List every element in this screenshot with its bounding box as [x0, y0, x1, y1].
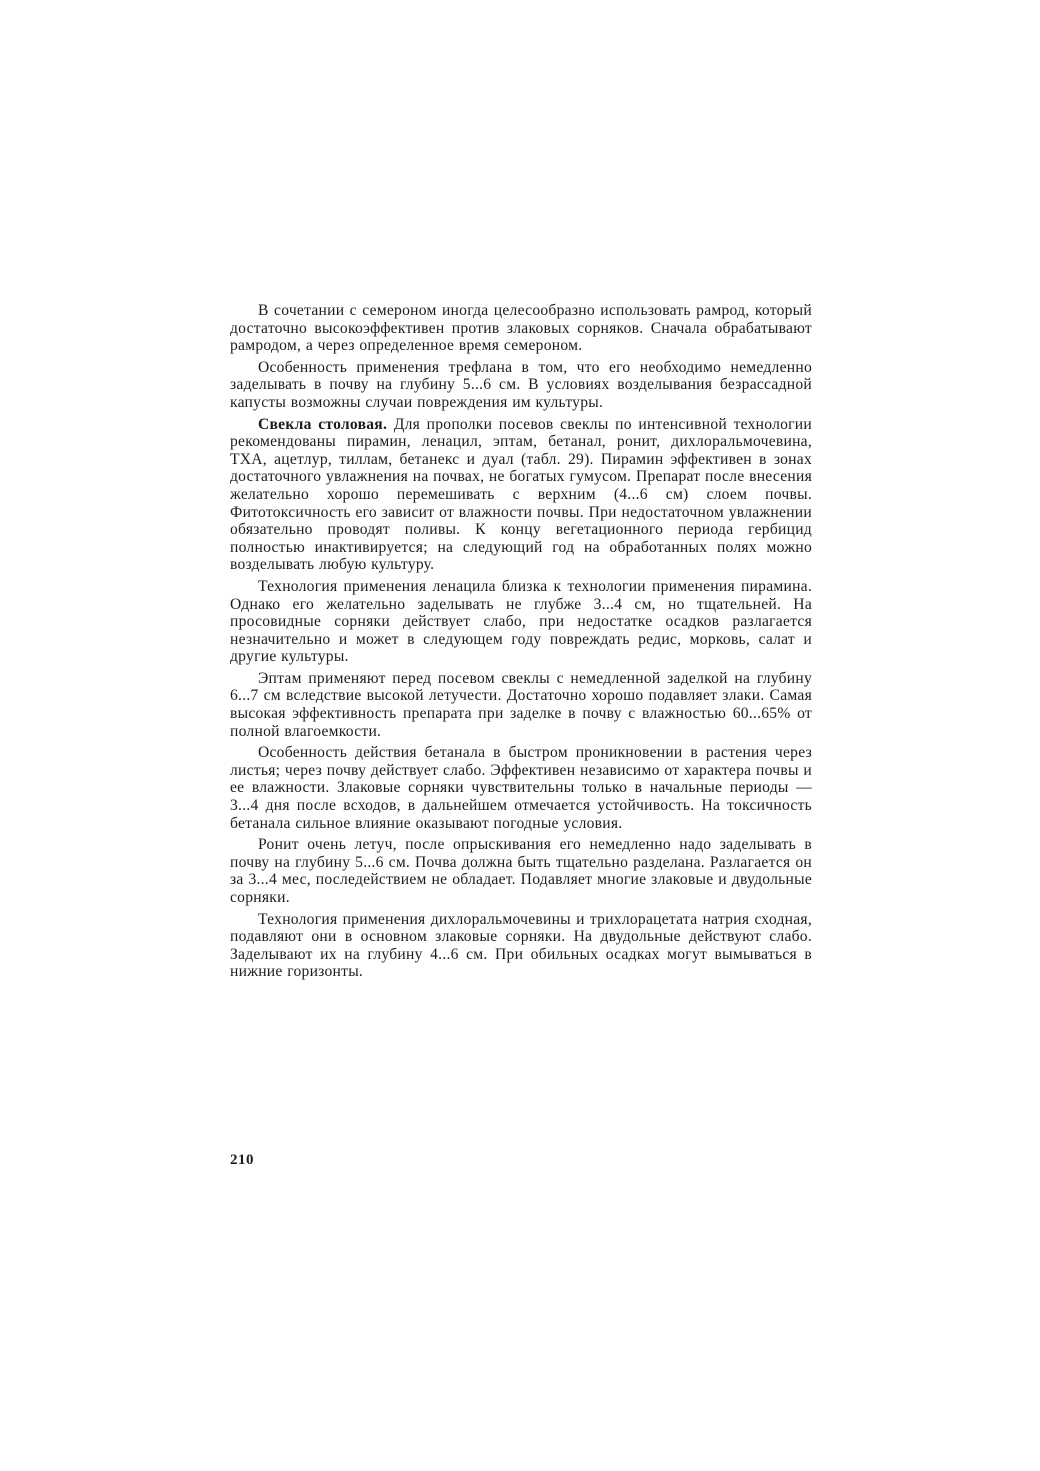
- paragraph-dichloralurea: [230, 911, 812, 981]
- paragraph-text: В сочетании с семероном иногда целесообразно использовать рамрод, который достаточно высокоэффективен против злаковых сорняков. Сначала обрабатывают рамродом, а через определенное время семероном.: [230, 302, 812, 355]
- paragraph-text: Для прополки посевов свеклы по интенсивной технологии рекомендованы пирамин, ленацил, эптам, бетанал, ронит, дихлоральмочевина, ТХА, ацетлур, тиллам, бетанекс и дуал (табл. 29). Пирамин эффективен в зонах достаточного увлажнения на почвах, не богатых гумусом. Препарат после внесения желательно хорошо перемешивать с верхним (4...6 см) слоем почвы. Фитотоксичность его зависит от влажности почвы. При недостаточном увлажнении обязательно проводят поливы. К концу вегетационного периода гербицид полностью инактивируется; на следующий год на обработанных полях можно возделывать любую культуру.: [230, 415, 812, 574]
- paragraph-text: Особенность действия бетанала в быстром проникновении в растения через листья; через почву действует слабо. Эффективен независимо от характера почвы и ее влажности. Злаковые сорняки чувствительны только в начальные периоды — 3...4 дня после всходов, в дальнейшем отмечается устойчивость. На токсичность бетанала сильное влияние оказывают погодные условия.: [230, 744, 812, 832]
- section-lead-heading: Свекла столовая.: [258, 415, 388, 433]
- paragraph-text: Технология применения ленацила близка к технологии применения пирамина. Однако его желательно заделывать не глубже 3...4 см, но тщательней. На просовидные сорняки действует слабо, при недостатке осадков разлагается незначительно и может в следующем году повреждать редис, морковь, салат и другие культуры.: [230, 577, 812, 666]
- page-body: [230, 302, 812, 985]
- paragraph-text: Особенность применения трефлана в том, что его необходимо немедленно заделывать в почву на глубину 5...6 см. В условиях возделывания безрассадной капусты возможны случаи повреждения им культуры.: [230, 358, 812, 411]
- paragraph-beet: [230, 416, 812, 574]
- paragraph-text: Технология применения дихлоральмочевины и трихлорацетата натрия сходная, подавляют они в основном злаковые сорняки. На двудольные действуют слабо. Заделывают их на глубину 4...6 см. При обильных осадках могут вымываться в нижние горизонты.: [230, 910, 812, 981]
- paragraph-eptam: [230, 670, 812, 740]
- paragraph-lenacil: [230, 578, 812, 666]
- paragraph-text: Эптам применяют перед посевом свеклы с немедленной заделкой на глубину 6...7 см вследствие высокой летучести. Достаточно хорошо подавляет злаки. Самая высокая эффективность препарата при заделке в почву с влажностью 60...65% от полной влагоемкости.: [230, 669, 812, 740]
- paragraph-semeron: [230, 302, 812, 355]
- paragraph-betanal: [230, 744, 812, 832]
- paragraph-ronit: [230, 836, 812, 906]
- page-number: 210: [230, 1152, 254, 1168]
- paragraph-treflan: [230, 359, 812, 412]
- paragraph-text: Ронит очень летуч, после опрыскивания его немедленно надо заделывать в почву на глубину 5...6 см. Почва должна быть тщательно разделана. Разлагается он за 3...4 мес, последействием не обладает. Подавляет многие злаковые и двудольные сорняки.: [230, 836, 812, 906]
